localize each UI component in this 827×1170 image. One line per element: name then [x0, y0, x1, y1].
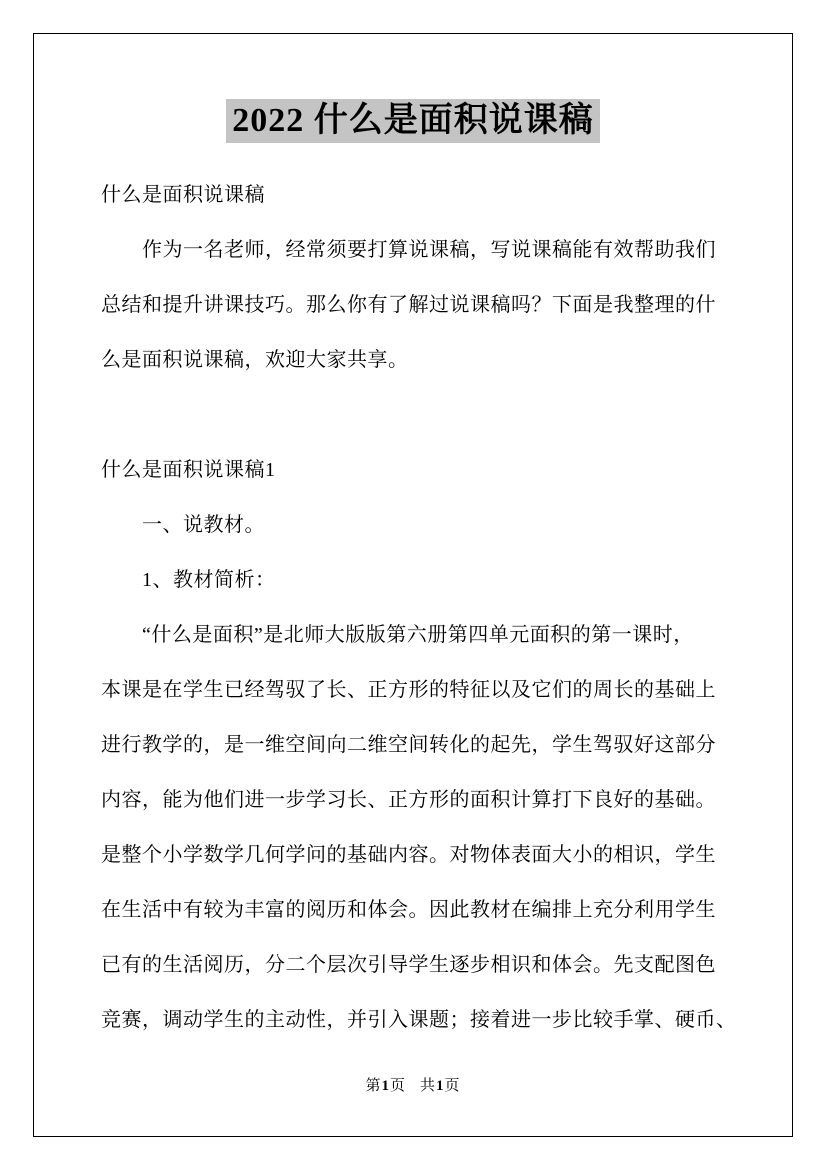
text-line: “什么是面积”是北师大版版第六册第四单元面积的第一课时， — [142, 624, 694, 646]
title-row — [34, 99, 792, 143]
text-line: 什么是面积说课稿1 — [101, 459, 276, 481]
text-line: 已有的生活阅历，分二个层次引导学生逐步相识和体会。先支配图色 — [101, 954, 716, 976]
document-title: 2022 什么是面积说课稿 — [226, 99, 600, 143]
text-line: 在生活中有较为丰富的阅历和体会。因此教材在编排上充分利用学生 — [101, 899, 716, 921]
text-line: 内容，能为他们进一步学习长、正方形的面积计算打下良好的基础。 — [101, 789, 716, 811]
text-line: 总结和提升讲课技巧。那么你有了解过说课稿吗？下面是我整理的什 — [101, 294, 716, 316]
text-line: 1、教材简析： — [142, 569, 276, 591]
text-line: 作为一名老师，经常须要打算说课稿，写说课稿能有效帮助我们 — [142, 239, 716, 261]
page-border — [33, 33, 793, 1137]
text-line: 么是面积说课稿，欢迎大家共享。 — [101, 349, 409, 371]
page-number-label: 第1页 — [365, 1078, 406, 1094]
text-line: 是整个小学数学几何学问的基础内容。对物体表面大小的相识，学生 — [101, 844, 716, 866]
page-footer — [34, 1076, 792, 1096]
text-line: 本课是在学生已经驾驭了长、正方形的特征以及它们的周长的基础上 — [101, 679, 716, 701]
total-pages-label: 共1页 — [420, 1078, 461, 1094]
body-lines — [101, 168, 737, 1048]
text-line — [101, 388, 731, 443]
text-line: 一、说教材。 — [142, 514, 265, 536]
text-line: 进行教学的，是一维空间向二维空间转化的起先，学生驾驭好这部分 — [101, 734, 716, 756]
text-line: 竞赛，调动学生的主动性，并引入课题；接着进一步比较手掌、硬币、 — [101, 1009, 737, 1031]
text-line: 什么是面积说课稿 — [101, 184, 265, 206]
